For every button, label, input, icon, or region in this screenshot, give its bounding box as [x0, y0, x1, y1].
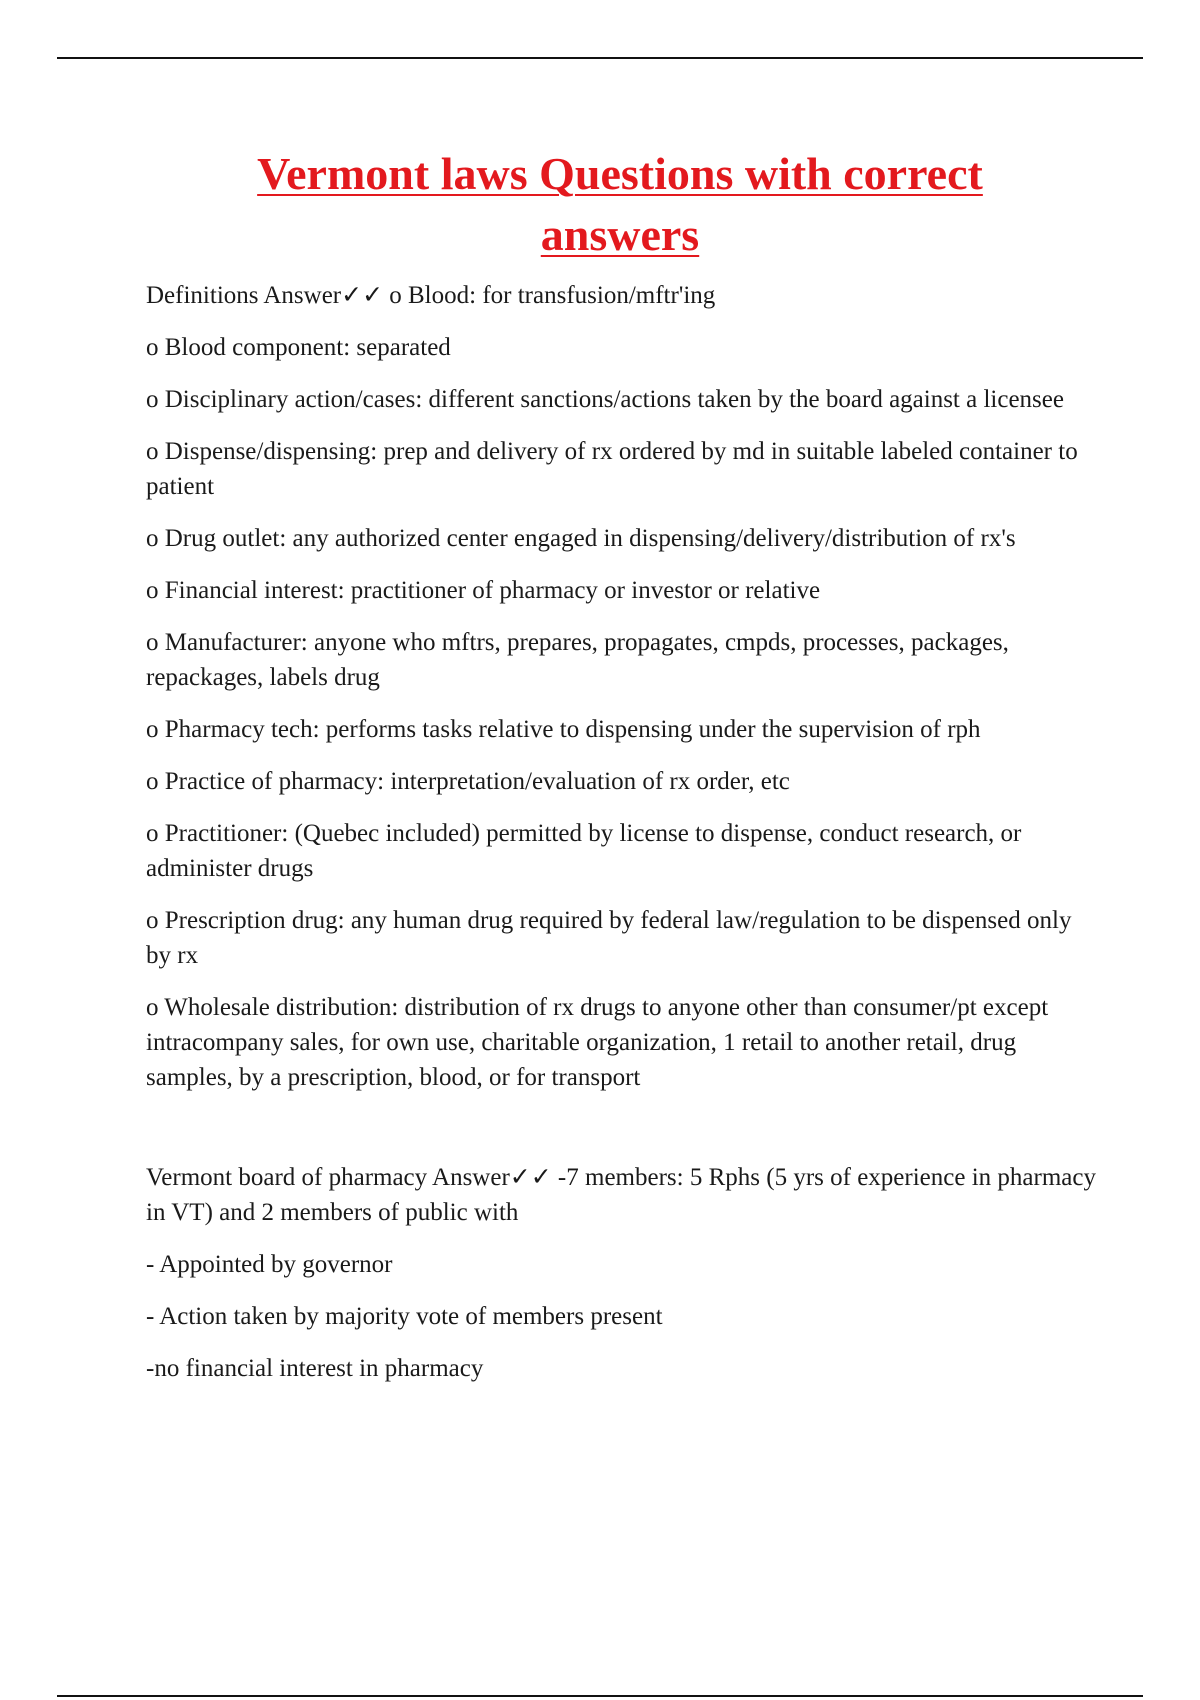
definition-item: o Practice of pharmacy: interpretation/evaluation of rx order, etc — [146, 768, 790, 795]
board-item: -no financial interest in pharmacy — [146, 1355, 484, 1382]
definition-item: o Disciplinary action/cases: different sanctions/actions taken by the board against a licensee — [146, 386, 1064, 413]
definition-item: o Wholesale distribution: distribution of rx drugs to anyone other than consumer/pt except intracompany sales, for own use, charitable organization, 1 retail to another retail, drug samples, by a prescription, blood, or for transport — [146, 994, 1049, 1091]
definitions-section — [146, 278, 1096, 1095]
definition-item: o Dispense/dispensing: prep and delivery of rx ordered by md in suitable labeled container to patient — [146, 438, 1078, 500]
definition-item: o Practitioner: (Quebec included) permitted by license to dispense, conduct research, or administer drugs — [146, 820, 1022, 882]
definition-item: o Pharmacy tech: performs tasks relative to dispensing under the supervision of rph — [146, 716, 981, 743]
top-rule — [57, 57, 1143, 59]
document-body — [146, 278, 1096, 1403]
definition-item: o Financial interest: practitioner of pharmacy or investor or relative — [146, 577, 821, 604]
board-question: Vermont board of pharmacy Answer✓✓ -7 members: 5 Rphs (5 yrs of experience in pharmacy in VT) and 2 members of public with — [146, 1164, 1096, 1226]
board-item: - Action taken by majority vote of members present — [146, 1303, 663, 1330]
definition-item: o Prescription drug: any human drug required by federal law/regulation to be dispensed only by rx — [146, 907, 1072, 969]
definition-item: o Manufacturer: anyone who mftrs, prepares, propagates, cmpds, processes, packages, repackages, labels drug — [146, 629, 1009, 691]
board-item: - Appointed by governor — [146, 1251, 393, 1278]
document-title: Vermont laws Questions with correct answers — [257, 148, 983, 260]
bottom-rule — [57, 1695, 1143, 1697]
definition-item: o Blood component: separated — [146, 334, 451, 361]
board-section — [146, 1160, 1096, 1386]
definition-item: o Drug outlet: any authorized center engaged in dispensing/delivery/distribution of rx's — [146, 525, 1016, 552]
section-gap — [146, 1112, 1096, 1160]
definitions-question: Definitions Answer✓✓ o Blood: for transfusion/mftr'ing — [146, 282, 716, 309]
